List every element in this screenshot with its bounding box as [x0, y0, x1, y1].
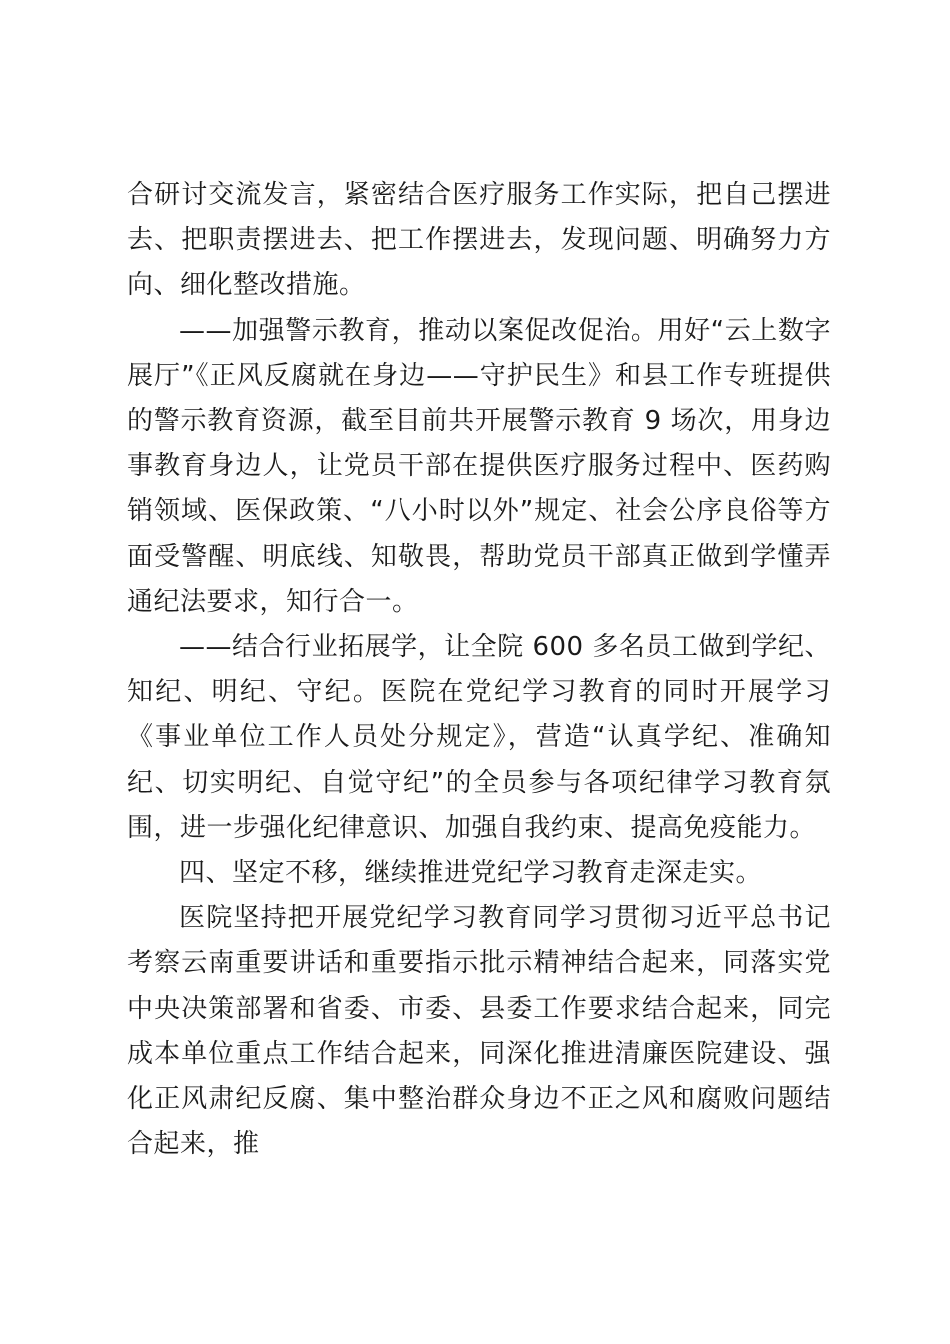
- document-body: [127, 173, 831, 1167]
- paragraph-industry-study: ——结合行业拓展学，让全院 600 多名员工做到学纪、知纪、明纪、守纪。医院在党纪学习教育的同时开展学习《事业单位工作人员处分规定》，营造“认真学纪、准确知纪、切实明纪、自觉守纪”的全员参与各项纪律学习教育氛围，进一步强化纪律意识、加强自我约束、提高免疫能力。: [127, 632, 831, 843]
- paragraph-hospital-commitment: 医院坚持把开展党纪学习教育同学习贯彻习近平总书记考察云南重要讲话和重要指示批示精神结合起来，同落实党中央决策部署和省委、市委、县委工作要求结合起来，同完成本单位重点工作结合起来，同深化推进清廉医院建设、强化正风肃纪反腐、集中整治群众身边不正之风和腐败问题结合起来，推: [127, 903, 831, 1160]
- section-heading-four: 四、坚定不移，继续推进党纪学习教育走深走实。: [179, 858, 763, 889]
- paragraph-warning-education: ——加强警示教育，推动以案促改促治。用好“云上数字展厅”《正风反腐就在身边——守护民生》和县工作专班提供的警示教育资源，截至目前共开展警示教育 9 场次，用身边事教育身边人，让党员干部在提供医疗服务过程中、医药购销领域、医保政策、“八小时以外”规定、社会公序良俗等方面受警醒、明底线、知敬畏，帮助党员干部真正做到学懂弄通纪法要求，知行合一。: [127, 315, 831, 617]
- paragraph-continuation: 合研讨交流发言，紧密结合医疗服务工作实际，把自己摆进去、把职责摆进去、把工作摆进去，发现问题、明确努力方向、细化整改措施。: [127, 180, 831, 301]
